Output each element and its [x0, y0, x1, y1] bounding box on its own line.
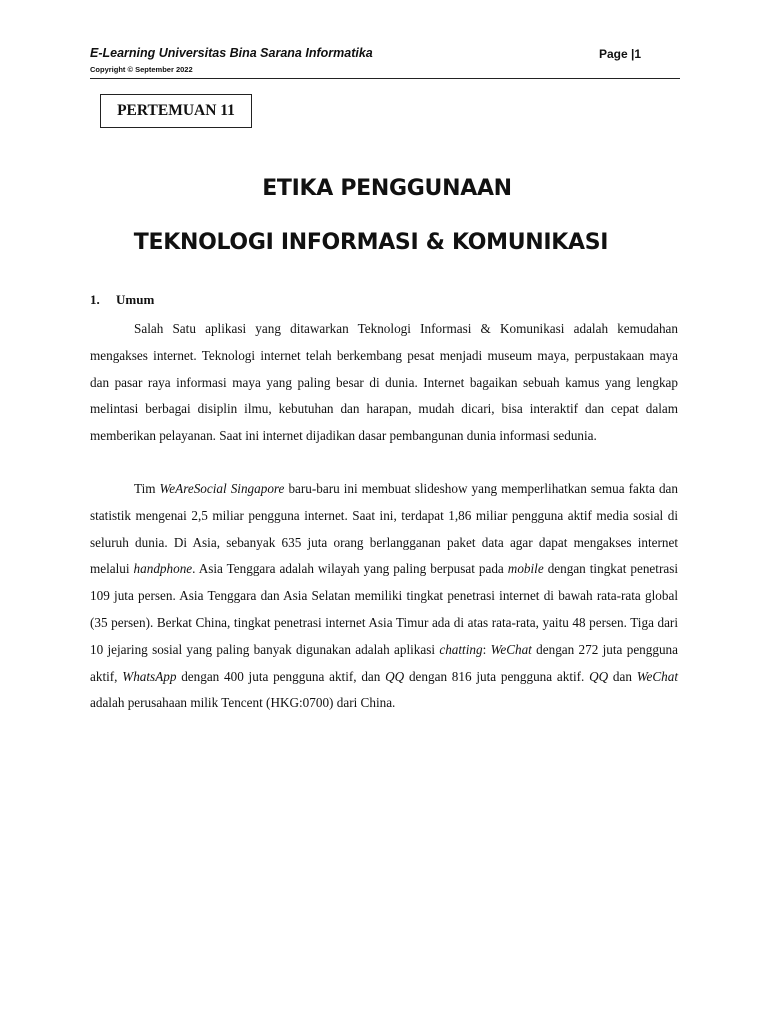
paragraph-2-emphasis: WeChat	[490, 641, 532, 657]
paragraph-2-emphasis: WeChat	[636, 668, 679, 684]
paragraph-2-emphasis: WeAreSocial Singapore	[159, 481, 285, 496]
meeting-label: PERTEMUAN 11	[117, 102, 235, 119]
paragraph-2-text: dan	[608, 668, 637, 684]
paragraph-2-emphasis: QQ	[385, 668, 405, 684]
paragraph-2-text: dengan 272 juta pengguna aktif,	[90, 641, 678, 684]
paragraph-2-text: adalah perusahaan milik Tencent (HKG:0700) dari China.	[90, 695, 396, 711]
section-title: Umum	[116, 292, 155, 307]
paragraph-2-text: . Asia Tenggara adalah wilayah yang paling berpusat pada	[192, 561, 508, 577]
document-title-line-2: TEKNOLOGI INFORMASI & KOMUNIKASI	[133, 230, 609, 255]
paragraph-2	[90, 476, 678, 717]
paragraph-2-emphasis: chatting	[439, 641, 483, 657]
header-title: E-Learning Universitas Bina Sarana Informatika	[90, 46, 373, 60]
section-number: 1.	[90, 292, 100, 307]
paragraph-2-text: Tim	[134, 481, 160, 496]
paragraph-2-text: baru-baru ini membuat slideshow yang memperlihatkan semua fakta dan statistik mengenai 2,5 miliar pengguna internet. Saat ini, terdapat 1,86 miliar pengguna aktif media sosial di seluruh dunia. Di Asia, sebanyak 635 juta orang berlangganan paket data agar dapat mengakses internet melalui	[90, 481, 678, 577]
paragraph-2-emphasis: WhatsApp	[122, 668, 177, 684]
paragraph-2-emphasis: mobile	[507, 561, 544, 577]
paragraph-1: Salah Satu aplikasi yang ditawarkan Teknologi Informasi & Komunikasi adalah kemudahan mengakses internet. Teknologi internet telah berkembang pesat menjadi museum maya, perpustakaan maya dan pasar raya informasi maya yang paling besar di dunia. Internet bagaikan sebuah kamus yang lengkap melintasi berbagai disiplin ilmu, kebutuhan dan harapan, mudah dicari, bisa interaktif dan cepat dalam memberikan pelayanan. Saat ini internet dijadikan dasar pembangunan dunia informasi sedunia.	[90, 321, 678, 444]
paragraph-2-emphasis: QQ	[589, 668, 609, 684]
header-copyright: Copyright © September 2022	[90, 65, 193, 74]
page-number: Page |1	[599, 47, 642, 61]
paragraph-2-emphasis: handphone	[133, 561, 193, 577]
page-header	[90, 46, 680, 79]
section-heading	[90, 292, 154, 308]
meeting-label-box	[100, 94, 252, 128]
paragraph-2-text: dengan 400 juta pengguna aktif, dan	[176, 668, 386, 684]
paragraph-2-text: :	[482, 641, 491, 657]
paragraph-2-text: dengan tingkat penetrasi 109 juta persen. Asia Tenggara dan Asia Selatan memiliki tingkat penetrasi internet di bawah rata-rata global (35 persen). Berkat China, tingkat penetrasi internet Asia Timur ada di atas rata-rata, yaitu 48 persen. Tiga dari 10 jejaring sosial yang paling banyak digunakan adalah aplikasi	[90, 561, 678, 657]
paragraph-2-text: dengan 816 juta pengguna aktif.	[404, 668, 590, 684]
document-title-line-1: ETIKA PENGGUNAAN	[262, 176, 512, 201]
